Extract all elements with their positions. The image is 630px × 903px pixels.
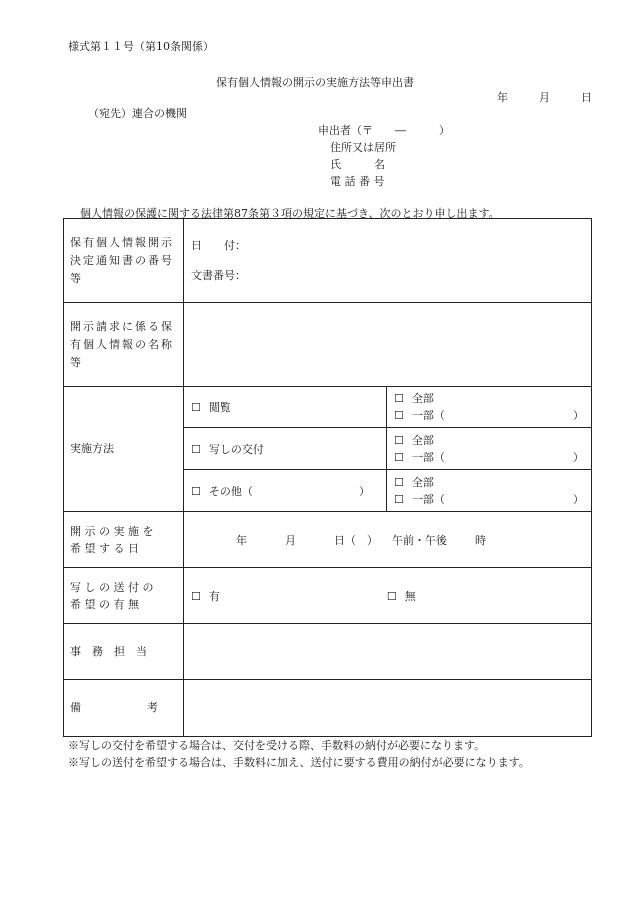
scope-part[interactable] xyxy=(394,407,584,424)
checkbox-icon[interactable]: ☐ xyxy=(394,450,404,464)
checkbox-icon[interactable]: ☐ xyxy=(394,433,404,447)
method-row-view xyxy=(64,387,592,428)
scope-all-label: 全部 xyxy=(411,475,434,489)
copy-delivery-label xyxy=(64,568,184,624)
request-form-table xyxy=(63,218,592,737)
notice-number-label: 保有個人情報開示決定通知書の番号等 xyxy=(64,219,184,303)
desired-date-field[interactable] xyxy=(184,512,592,568)
notice-number-cell[interactable] xyxy=(184,219,592,303)
copy-yes-option[interactable] xyxy=(191,590,220,603)
date-year: 年 xyxy=(497,91,508,104)
remarks-row xyxy=(64,680,592,737)
scope-part[interactable] xyxy=(394,449,584,466)
copy-delivery-label-line2: 希 望 の 有 無 xyxy=(70,597,139,611)
scope-part-label: 一部（ xyxy=(411,450,445,464)
info-name-row xyxy=(64,303,592,387)
desired-date-label-line1: 開 示 の 実 施 を xyxy=(70,524,154,538)
scope-all[interactable] xyxy=(394,390,584,407)
submission-date xyxy=(497,89,592,105)
notice-number-row xyxy=(64,219,592,303)
note-copy-shipping: ※写しの送付を希望する場合は、手数料に加え、送付に要する費用の納付が必要になります。 xyxy=(68,756,530,769)
method-other-option[interactable] xyxy=(184,470,387,512)
copy-no-label: 無 xyxy=(404,589,416,603)
method-other-label: その他（ xyxy=(208,484,253,498)
checkbox-icon[interactable]: ☐ xyxy=(191,401,201,414)
note-copy-delivery: ※写しの交付を希望する場合は、交付を受ける際、手数料の納付が必要になります。 xyxy=(68,739,486,752)
desired-day: 日（ ） xyxy=(334,533,378,547)
date-month: 月 xyxy=(539,91,550,104)
notice-date-field[interactable]: 日 付： xyxy=(191,238,246,252)
method-other-scope xyxy=(387,470,592,512)
method-view-scope xyxy=(387,387,592,428)
staff-label: 事 務 担 当 xyxy=(64,624,184,680)
staff-row xyxy=(64,624,592,680)
scope-part-close: ） xyxy=(573,450,584,464)
method-label: 実施方法 xyxy=(64,387,184,512)
applicant-label: 申出者（〒 ― ） xyxy=(318,124,450,137)
copy-delivery-row xyxy=(64,568,592,624)
method-copy-scope xyxy=(387,428,592,470)
applicant-name-label: 氏 名 xyxy=(330,158,385,171)
info-name-field[interactable] xyxy=(184,303,592,387)
desired-date-row xyxy=(64,512,592,568)
desired-date-label xyxy=(64,512,184,568)
remarks-label: 備 考 xyxy=(64,680,184,737)
copy-no-option[interactable] xyxy=(387,590,416,603)
scope-all[interactable] xyxy=(394,474,584,491)
checkbox-icon[interactable]: ☐ xyxy=(386,589,397,603)
remarks-field[interactable] xyxy=(184,680,592,737)
checkbox-icon[interactable]: ☐ xyxy=(394,392,404,405)
checkbox-icon[interactable]: ☐ xyxy=(394,492,404,506)
desired-hour: 時 xyxy=(475,533,486,547)
scope-all[interactable] xyxy=(394,432,584,449)
scope-part-label: 一部（ xyxy=(411,409,445,422)
method-other-close: ） xyxy=(359,484,370,498)
scope-part-label: 一部（ xyxy=(411,492,445,506)
scope-all-label: 全部 xyxy=(411,433,434,447)
desired-month: 月 xyxy=(285,533,296,547)
legal-basis-text: 個人情報の保護に関する法律第87条第３項の規定に基づき、次のとおり申し出ます。 xyxy=(80,207,500,220)
addressee: （宛先）連合の機関 xyxy=(88,107,187,120)
notice-docno-field[interactable]: 文書番号： xyxy=(191,268,246,282)
scope-part-close: ） xyxy=(573,492,584,506)
info-name-label: 開示請求に係る保有個人情報の名称等 xyxy=(64,303,184,387)
desired-date-label-line2: 希 望 す る 日 xyxy=(70,541,139,555)
method-copy-option[interactable] xyxy=(184,428,387,470)
applicant-address-label: 住所又は居所 xyxy=(330,141,396,154)
checkbox-icon[interactable]: ☐ xyxy=(191,484,201,498)
method-view-label: 閲覧 xyxy=(208,401,231,414)
scope-all-label: 全部 xyxy=(411,392,434,405)
method-view-option[interactable] xyxy=(184,387,387,428)
checkbox-icon[interactable]: ☐ xyxy=(191,589,201,603)
copy-delivery-label-line1: 写 し の 送 付 の xyxy=(70,580,154,594)
applicant-block xyxy=(318,122,450,190)
applicant-phone-label: 電 話 番 号 xyxy=(330,175,385,188)
copy-yes-label: 有 xyxy=(208,589,220,603)
scope-part-close: ） xyxy=(573,409,584,422)
desired-year: 年 xyxy=(236,533,247,547)
notes xyxy=(68,737,530,771)
date-day: 日 xyxy=(581,91,592,104)
form-title: 保有個人情報の開示の実施方法等申出書 xyxy=(216,76,414,89)
checkbox-icon[interactable]: ☐ xyxy=(394,475,404,489)
staff-field[interactable] xyxy=(184,624,592,680)
copy-delivery-options xyxy=(184,568,592,624)
desired-ampm[interactable]: 午前・午後 xyxy=(392,533,447,547)
scope-part[interactable] xyxy=(394,491,584,508)
method-copy-label: 写しの交付 xyxy=(208,442,264,456)
checkbox-icon[interactable]: ☐ xyxy=(191,442,201,456)
checkbox-icon[interactable]: ☐ xyxy=(394,409,404,422)
form-number: 様式第１１号（第10条関係） xyxy=(68,40,214,53)
